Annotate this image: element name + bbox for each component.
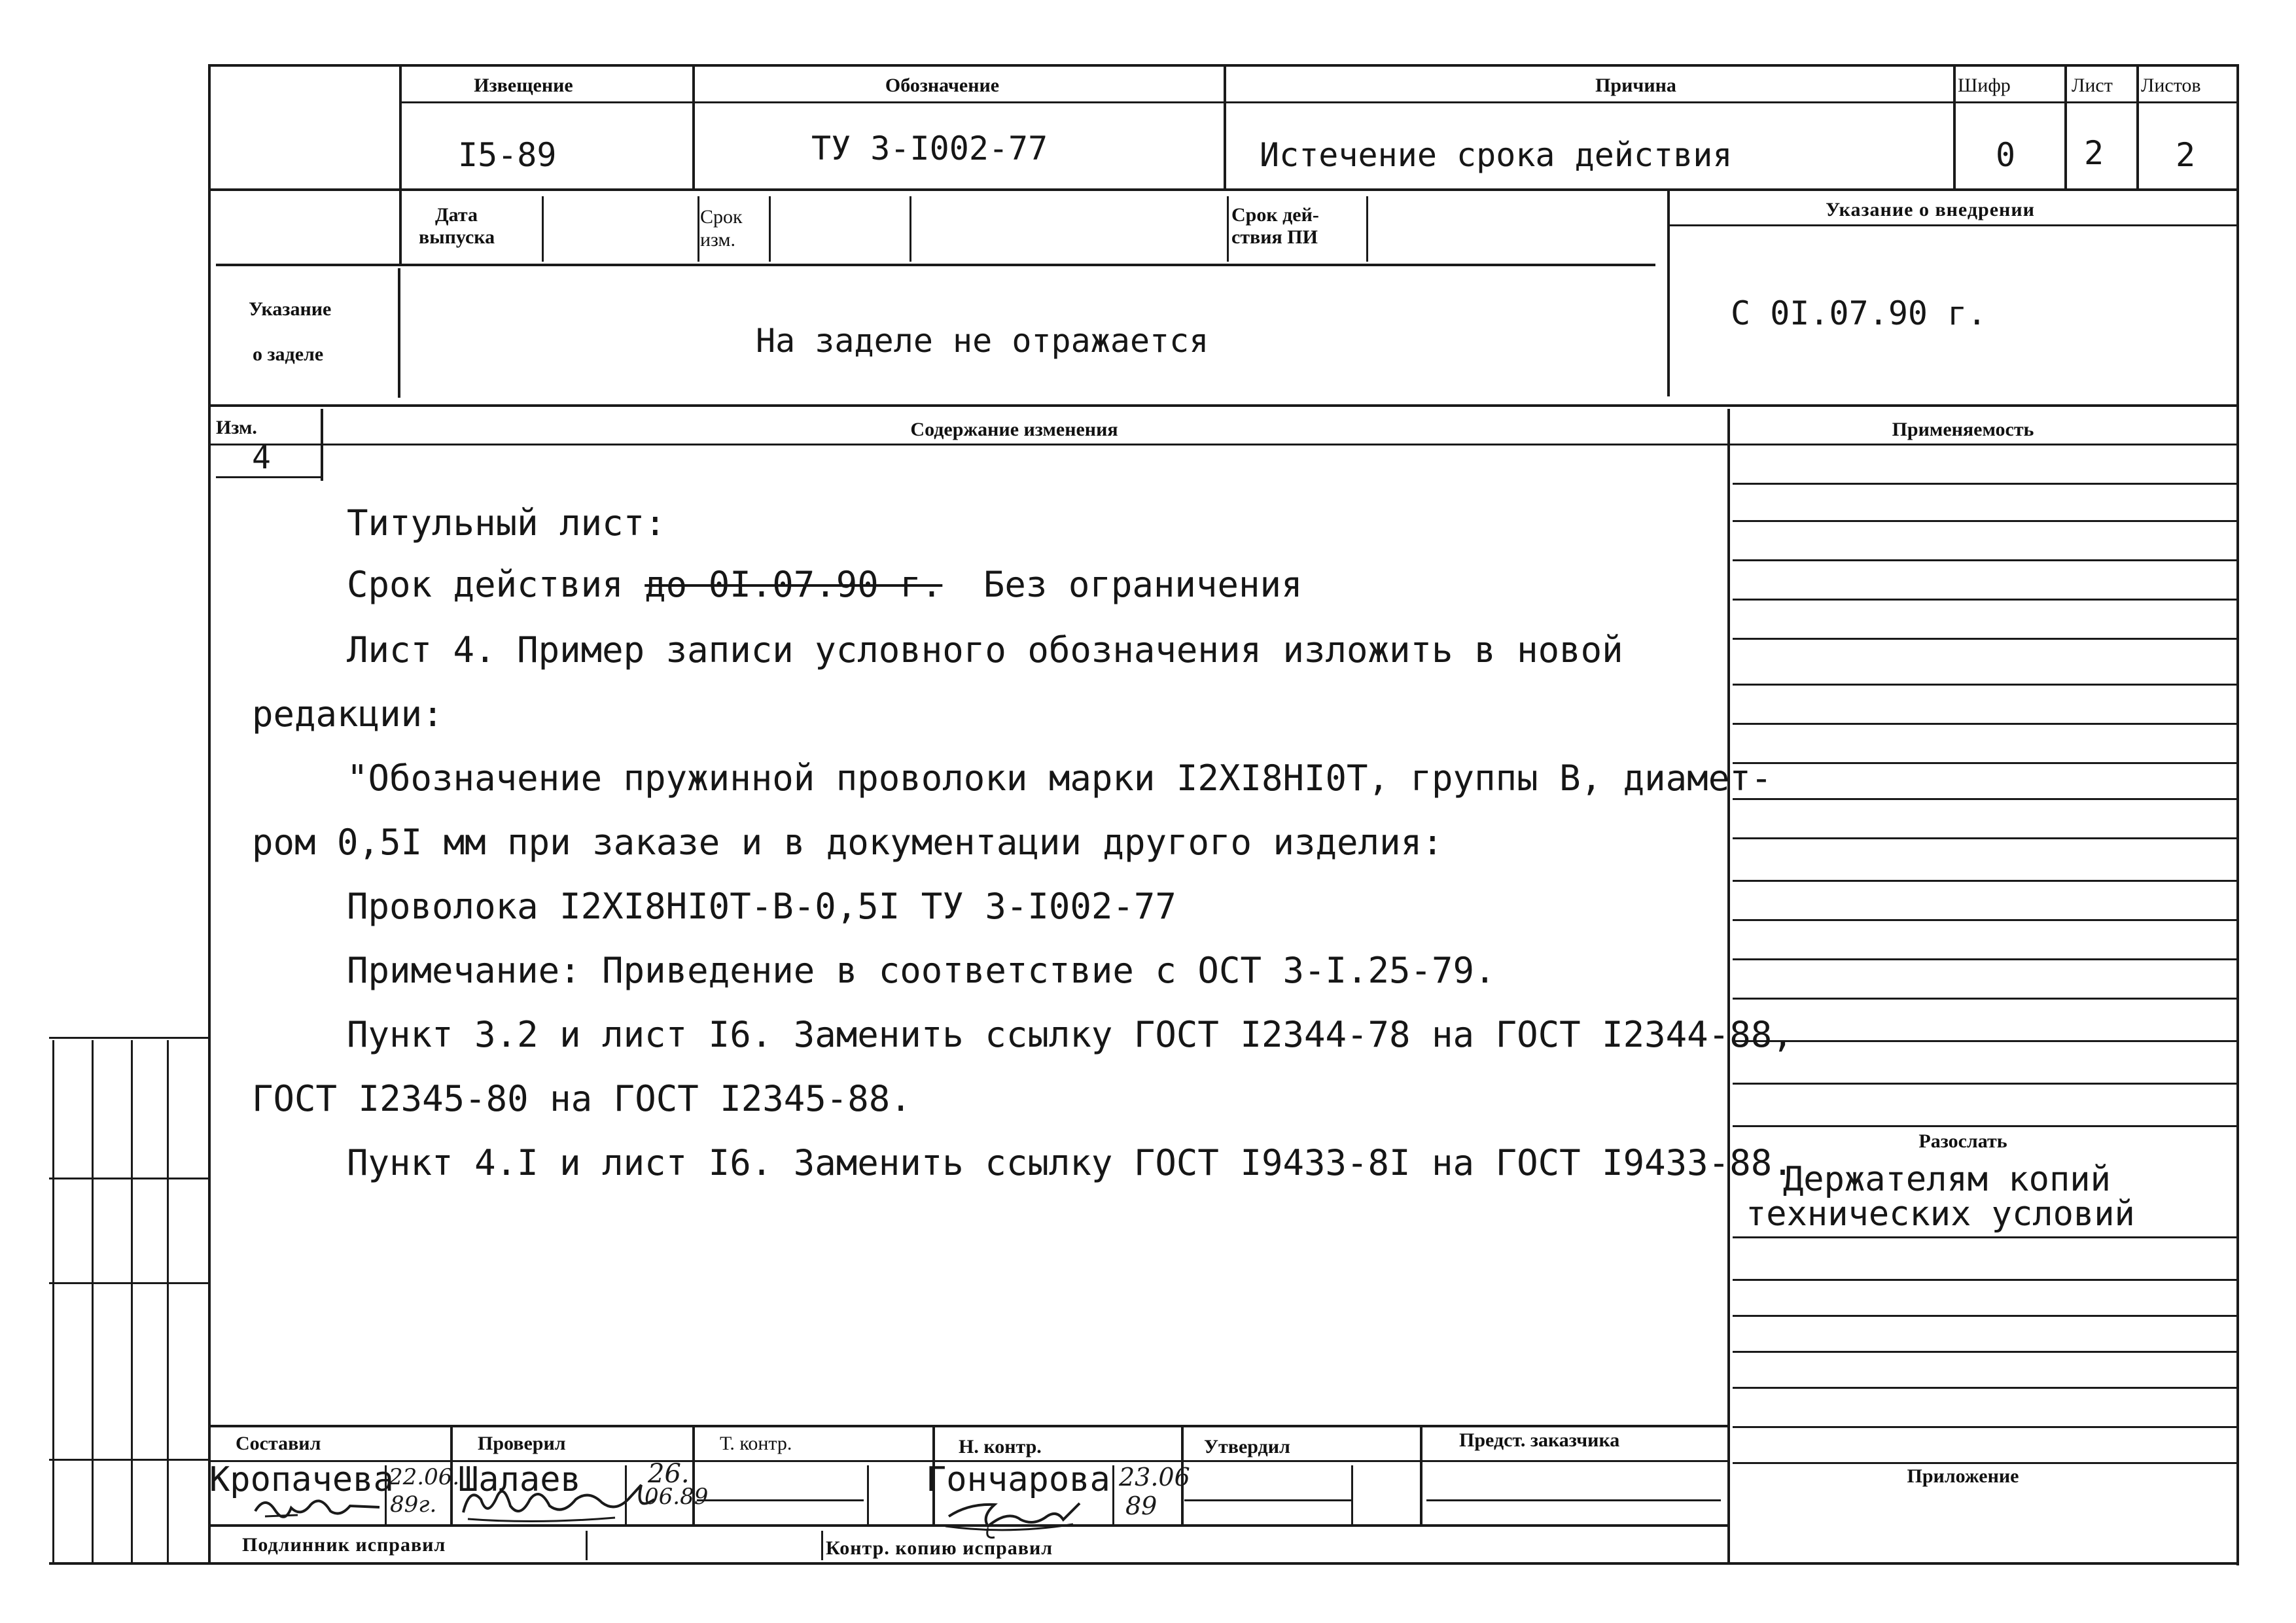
change-number-value: 4	[252, 440, 271, 476]
content-label: Содержание изменения	[910, 419, 1118, 440]
customer-label: Предст. заказчика	[1459, 1429, 1620, 1451]
content-line-5: "Обозначение пружинной проволоки марки I2XI8HI0T, группы В, диамет-	[347, 758, 1773, 799]
compiled-name: Кропачева	[209, 1460, 394, 1499]
change-number-label: Изм.	[216, 417, 257, 438]
ncontrol-signature	[942, 1490, 1112, 1543]
term-prefix: Срок действия	[347, 564, 624, 605]
term-new: Без ограничения	[983, 564, 1303, 605]
ncontrol-label: Н. контр.	[959, 1436, 1042, 1457]
compiled-signature	[252, 1492, 383, 1524]
designation-value: ТУ 3-I002-77	[811, 130, 1048, 167]
issue-date-label-1: Дата	[435, 204, 478, 226]
struck-term: до 0I.07.90 г.	[645, 564, 943, 605]
distribute-label: Разослать	[1918, 1130, 2007, 1152]
appendix-label: Приложение	[1907, 1465, 2019, 1487]
distribute-line-2: технических условий	[1746, 1195, 2135, 1234]
approved-label: Утвердил	[1204, 1436, 1290, 1457]
backlog-label-1: Указание	[249, 298, 332, 320]
ncontrol-date-2: 89	[1125, 1492, 1157, 1520]
content-line-8: Примечание: Приведение в соответствие с ОСТ 3-I.25-79.	[347, 950, 1496, 991]
implementation-label: Указание о внедрении	[1826, 199, 2035, 220]
control-copy-label: Контр. копию исправил	[826, 1537, 1053, 1559]
reason-label: Причина	[1595, 75, 1676, 96]
checked-name: Шалаев	[458, 1460, 581, 1499]
distribute-line-1: Держателям копий	[1783, 1160, 2111, 1199]
compiled-date-2: 89г.	[390, 1492, 437, 1518]
content-line-4: редакции:	[252, 693, 444, 735]
cipher-label: Шифр	[1958, 75, 2011, 96]
content-line-1: Титульный лист:	[347, 502, 666, 544]
backlog-value: На заделе не отражается	[756, 322, 1209, 360]
content-line-7: Проволока I2XI8HI0T-В-0,5I ТУ 3-I002-77	[347, 886, 1176, 927]
content-line-10: ГОСТ I2345-80 на ГОСТ I2345-88.	[252, 1078, 911, 1119]
sheet-label: Лист	[2072, 75, 2113, 96]
designation-label: Обозначение	[885, 75, 1000, 96]
sheets-label: Листов	[2141, 75, 2201, 96]
tcontrol-label: Т. контр.	[720, 1433, 792, 1454]
notice-label: Извещение	[474, 75, 573, 96]
ncontrol-date-1: 23.06	[1119, 1463, 1190, 1492]
content-line-2	[347, 564, 1303, 605]
notice-value: I5-89	[458, 136, 557, 174]
content-line-9: Пункт 3.2 и лист I6. Заменить ссылку ГОСТ I2344-78 на ГОСТ I2344-88,	[347, 1014, 1793, 1055]
compiled-label: Составил	[236, 1433, 321, 1454]
checked-date-1: 26.	[648, 1459, 690, 1489]
sheets-value: 2	[2176, 136, 2196, 174]
content-line-11: Пункт 4.I и лист I6. Заменить ссылку ГОСТ I9433-8I на ГОСТ I9433-88.	[347, 1142, 1793, 1183]
content-line-3: Лист 4. Пример записи условного обозначения изложить в новой	[347, 629, 1623, 671]
reason-value: Истечение срока действия	[1260, 136, 1733, 174]
change-term-label-2: изм.	[700, 229, 735, 251]
content-line-6: ром 0,5I мм при заказе и в документации другого изделия:	[252, 822, 1443, 863]
pi-term-label-2: ствия ПИ	[1231, 226, 1318, 248]
checked-signature	[458, 1480, 674, 1526]
applicability-label: Применяемость	[1892, 419, 2034, 440]
ncontrol-name: Гончарова	[926, 1460, 1110, 1499]
checked-label: Проверил	[478, 1433, 566, 1454]
implementation-value: С 0I.07.90 г.	[1731, 294, 1987, 332]
checked-date-2: 06.89	[645, 1484, 709, 1510]
change-term-label-1: Срок	[700, 206, 743, 228]
compiled-date-1: 22.06.	[389, 1464, 460, 1490]
cipher-value: 0	[1996, 136, 2016, 174]
backlog-label-2: о заделе	[253, 343, 324, 365]
pi-term-label-1: Срок дей-	[1231, 204, 1319, 226]
issue-date-label-2: выпуска	[419, 226, 495, 248]
sheet-value: 2	[2084, 134, 2104, 172]
original-fixed-label: Подлинник исправил	[242, 1534, 446, 1556]
